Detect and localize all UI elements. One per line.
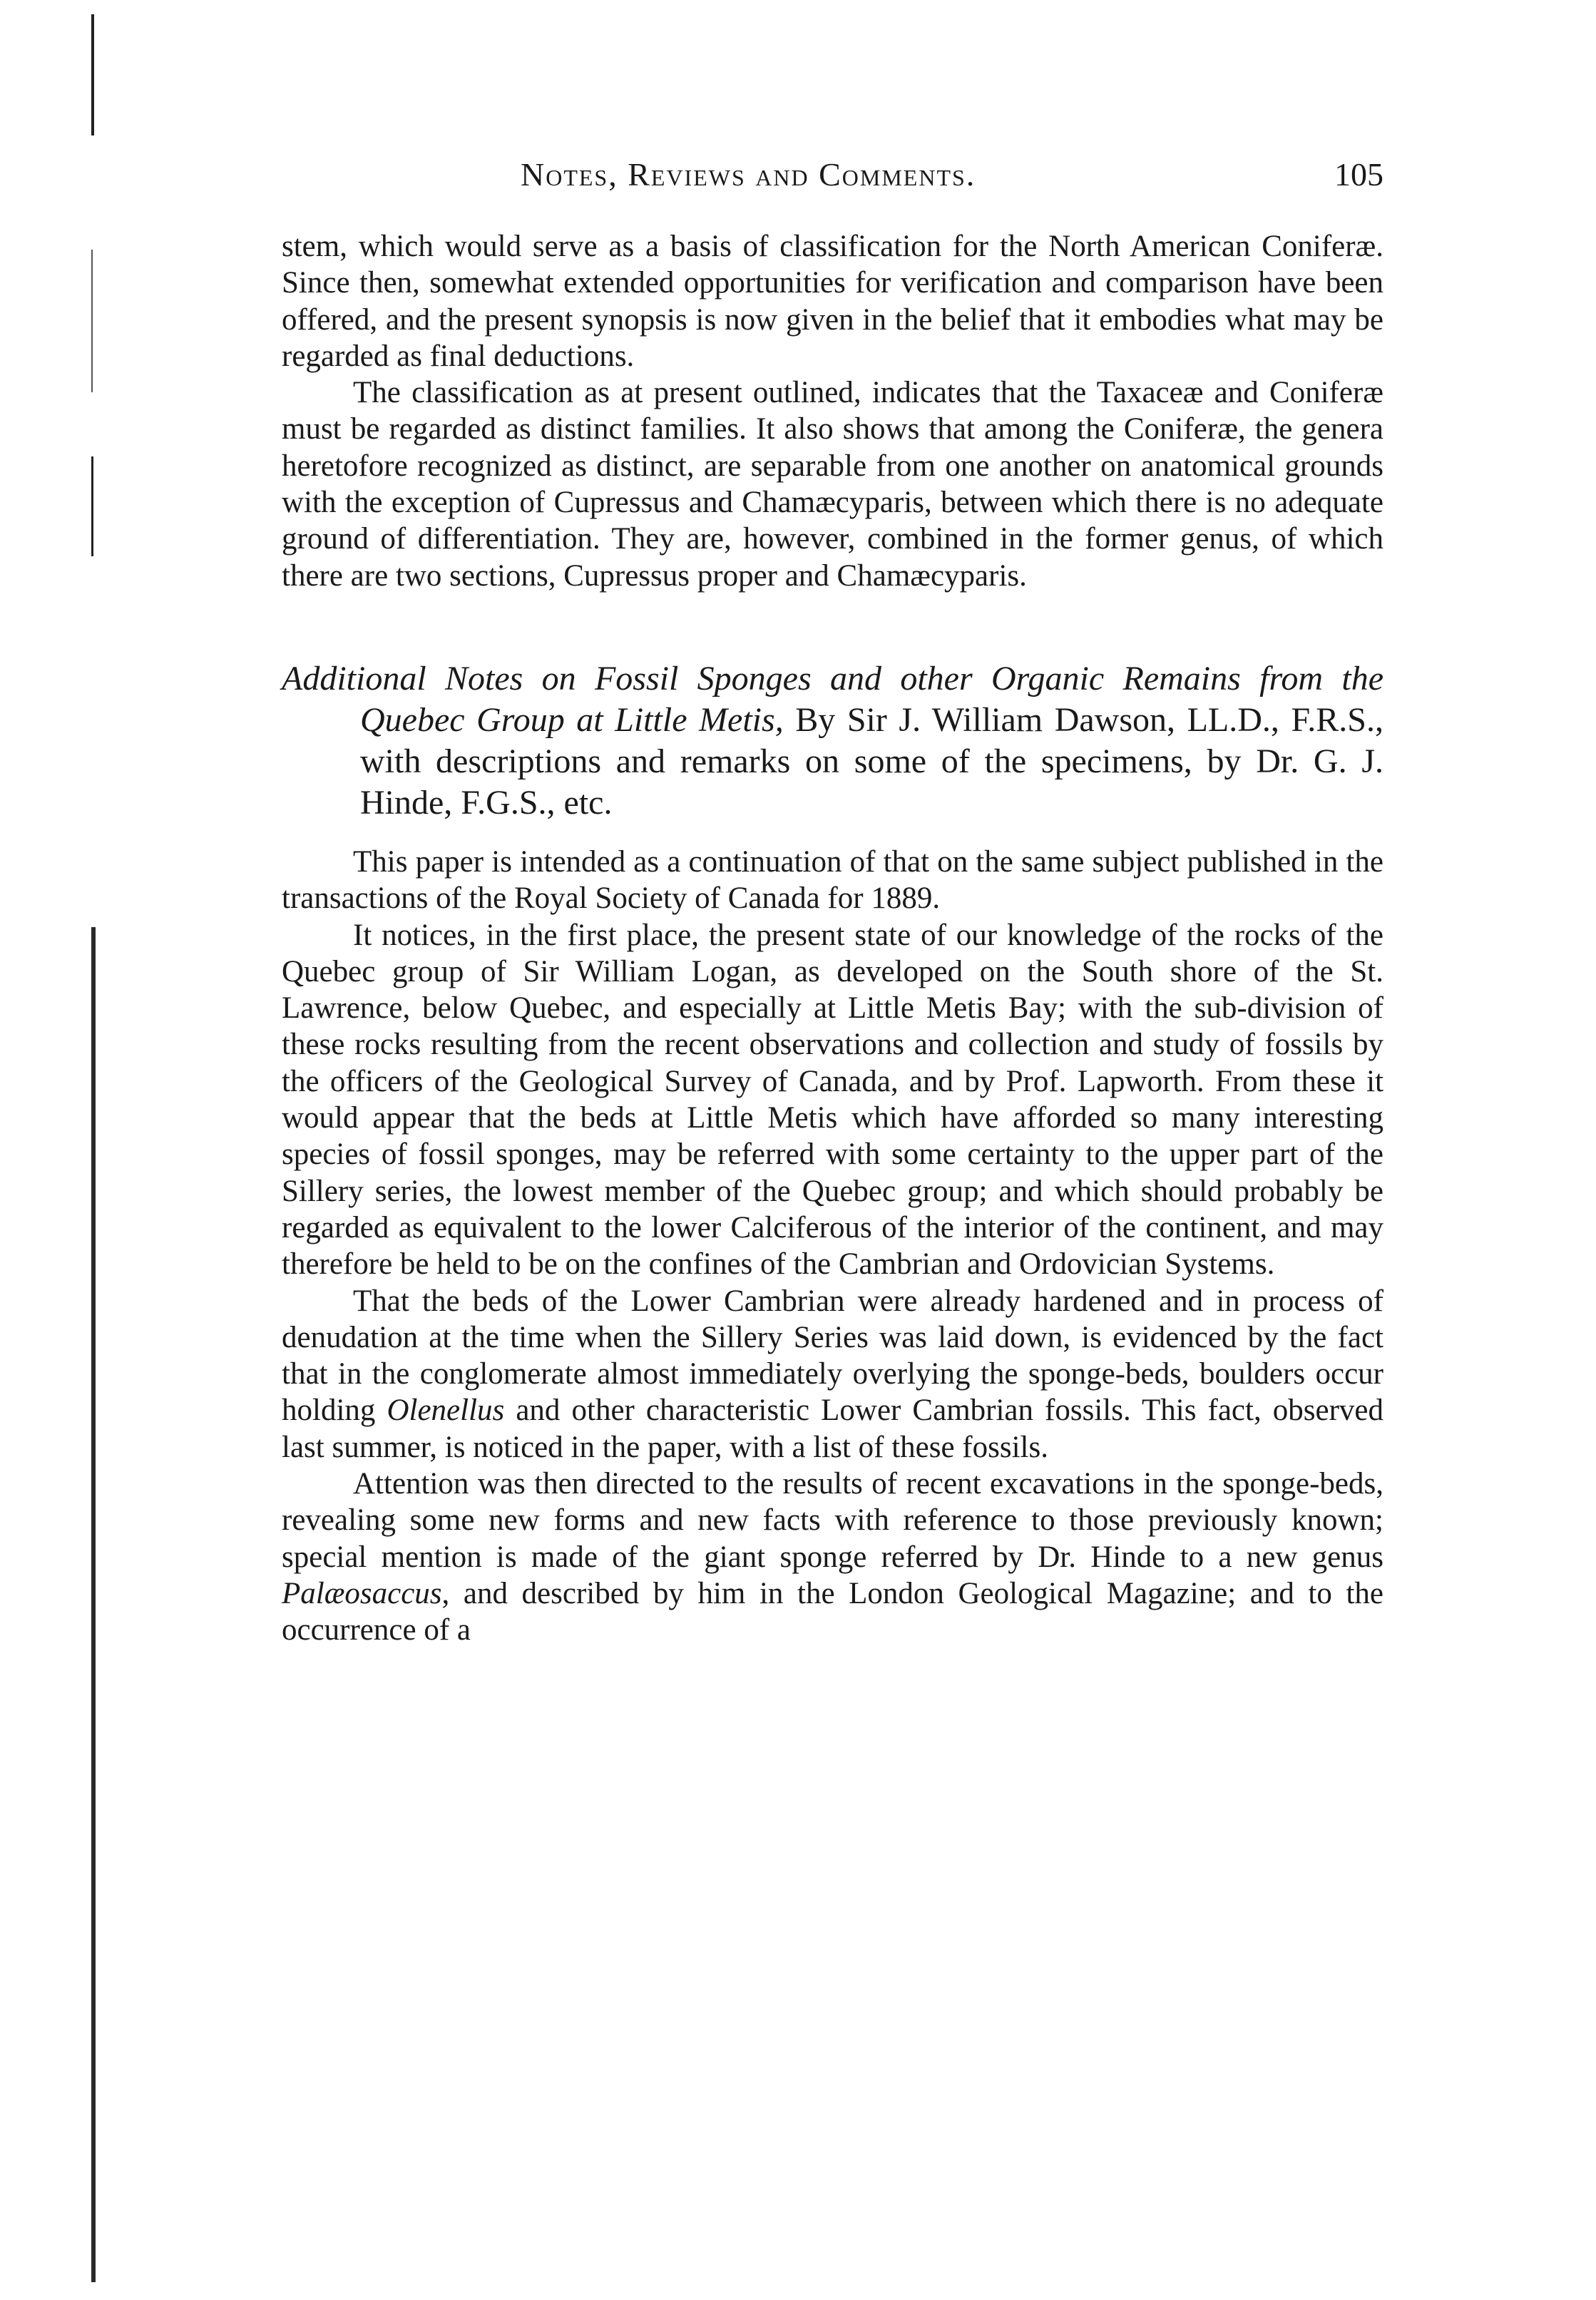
paragraph-text: and other characteristic Lower Cambrian fossils. This fact, observed last summer, is noticed in the paper, with a list of these fossils. [282,1394,1383,1464]
article-title-italic: Additional Notes on Fossil Sponges and other Organic Remains from the Quebec Group at Little Metis, [282,659,1383,739]
page-body [282,228,1383,1649]
paragraph: stem, which would serve as a basis of classification for the North American Coniferæ. Since then, somewhat extended opportunities for verification and comparison have been offered, and the present synopsis is now given in the belief that it embodies what may be regarded as final deductions. [282,230,1383,373]
binding-shadow [91,927,96,2282]
page-number: 105 [1334,156,1383,193]
article-title-byline: By Sir J. William Dawson, LL.D., F.R.S., with descriptions and remarks on some of the specimens, by Dr. G. J. Hinde, F.G.S., etc. [360,700,1384,822]
binding-shadow [91,250,93,392]
paragraph: This paper is intended as a continuation of that on the same subject published in the transactions of the Royal Society of Canada for 1889. [282,844,1383,916]
article-title [282,658,1383,824]
binding-shadow [91,456,93,556]
genus-name: Palæosaccus [282,1576,442,1610]
page-header [285,155,1383,213]
paragraph-text: , and described by him in the London Geological Magazine; and to the occurrence of a [282,1576,1383,1647]
paragraph [282,1283,1383,1466]
genus-name: Olenellus [387,1394,505,1428]
running-head: Notes, Reviews and Comments. [521,156,976,193]
paragraph [282,1466,1383,1648]
binding-shadow [91,14,94,136]
paragraph-text: That the beds of the Lower Cambrian were already hardened and in process of denudation at the time when the Sillery Series was laid down, is evidenced by the fact that in the conglomerate almost immediately overlying the sponge-beds, boulders occur holding [282,1284,1383,1428]
paragraph: It notices, in the first place, the present state of our knowledge of the rocks of the Quebec group of Sir William Logan, as developed on the South shore of the St. Lawrence, below Quebec, and especially at Little Metis Bay; with the sub-division of these rocks resulting from the recent observations and collection and study of fossils by the officers of the Geological Survey of Canada, and by Prof. Lapworth. From these it would appear that the beds at Little Metis which have afforded so many interesting species of fossil sponges, may be referred with some certainty to the upper part of the Sillery series, the lowest member of the Quebec group; and which should probably be regarded as equivalent to the lower Calciferous of the interior of the continent, and may therefore be held to be on the confines of the Cambrian and Ordovician Systems. [282,918,1383,1282]
paragraph-text: Attention was then directed to the results of recent excavations in the sponge-beds, revealing some new forms and new facts with reference to those previously known; special mention is made of the giant sponge referred by Dr. Hinde to a new genus [282,1467,1383,1574]
paragraph: The classification as at present outlined, indicates that the Taxaceæ and Coniferæ must be regarded as distinct families. It also shows that among the Coniferæ, the genera heretofore recognized as distinct, are separable from one another on anatomical grounds with the exception of Cupressus and Chamæcyparis, between which there is no adequate ground of differentiation. They are, however, combined in the former genus, of which there are two sections, Cupressus proper and Chamæcyparis. [282,376,1383,593]
